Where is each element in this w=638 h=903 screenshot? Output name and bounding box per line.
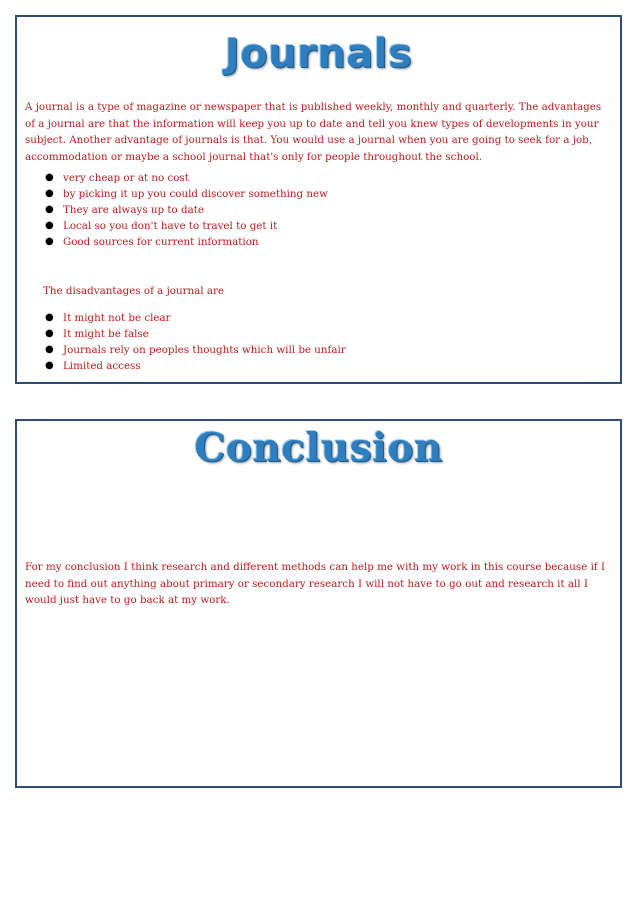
journals-title: Journals (224, 31, 413, 77)
journals-panel (15, 15, 622, 384)
conclusion-paragraph: For my conclusion I think research and different methods can help me with my work in this course because if I need to find out anything about primary or secondary research I will not have to go out and research it all I would just have to go back at my work. (25, 561, 606, 606)
bullet-dot-icon: ● (45, 172, 54, 183)
list-item-text: It might be false (63, 328, 149, 340)
list-item-text: by picking it up you could discover something new (63, 188, 328, 200)
advantages-list (45, 170, 610, 250)
bullet-dot-icon: ● (45, 312, 54, 323)
disadvantages-heading: The disadvantages of a journal are (43, 285, 225, 297)
bullet-dot-icon: ● (45, 220, 54, 231)
list-item (45, 202, 610, 218)
list-item (45, 358, 610, 374)
bullet-dot-icon: ● (45, 236, 54, 247)
conclusion-panel (15, 419, 622, 788)
list-item-text: Journals rely on peoples thoughts which will be unfair (63, 344, 346, 356)
bullet-dot-icon: ● (45, 188, 54, 199)
list-item-text: They are always up to date (63, 204, 204, 216)
bullet-dot-icon: ● (45, 204, 54, 215)
list-item (45, 326, 610, 342)
list-item (45, 234, 610, 250)
list-item-text: It might not be clear (63, 312, 171, 324)
list-item-text: Local so you don't have to travel to get it (63, 220, 278, 232)
conclusion-title: Conclusion (194, 425, 443, 471)
bullet-dot-icon: ● (45, 344, 54, 355)
list-item (45, 170, 610, 186)
bullet-dot-icon: ● (45, 360, 54, 371)
list-item (45, 310, 610, 326)
disadvantages-list (45, 310, 610, 374)
list-item (45, 186, 610, 202)
bullet-dot-icon: ● (45, 328, 54, 339)
list-item (45, 218, 610, 234)
list-item-text: very cheap or at no cost (63, 172, 189, 184)
list-item-text: Good sources for current information (63, 236, 259, 248)
journals-intro-paragraph: A journal is a type of magazine or newspaper that is published weekly, monthly and quarterly. The advantages of a journal are that the information will keep you up to date and tell you knew types of developments in your subject. Another advantage of journals is that. You would use a journal when you are going to seek for a job, accommodation or maybe a school journal that's only for people throughout the school. (25, 101, 602, 163)
list-item-text: Limited access (63, 360, 141, 372)
list-item (45, 342, 610, 358)
